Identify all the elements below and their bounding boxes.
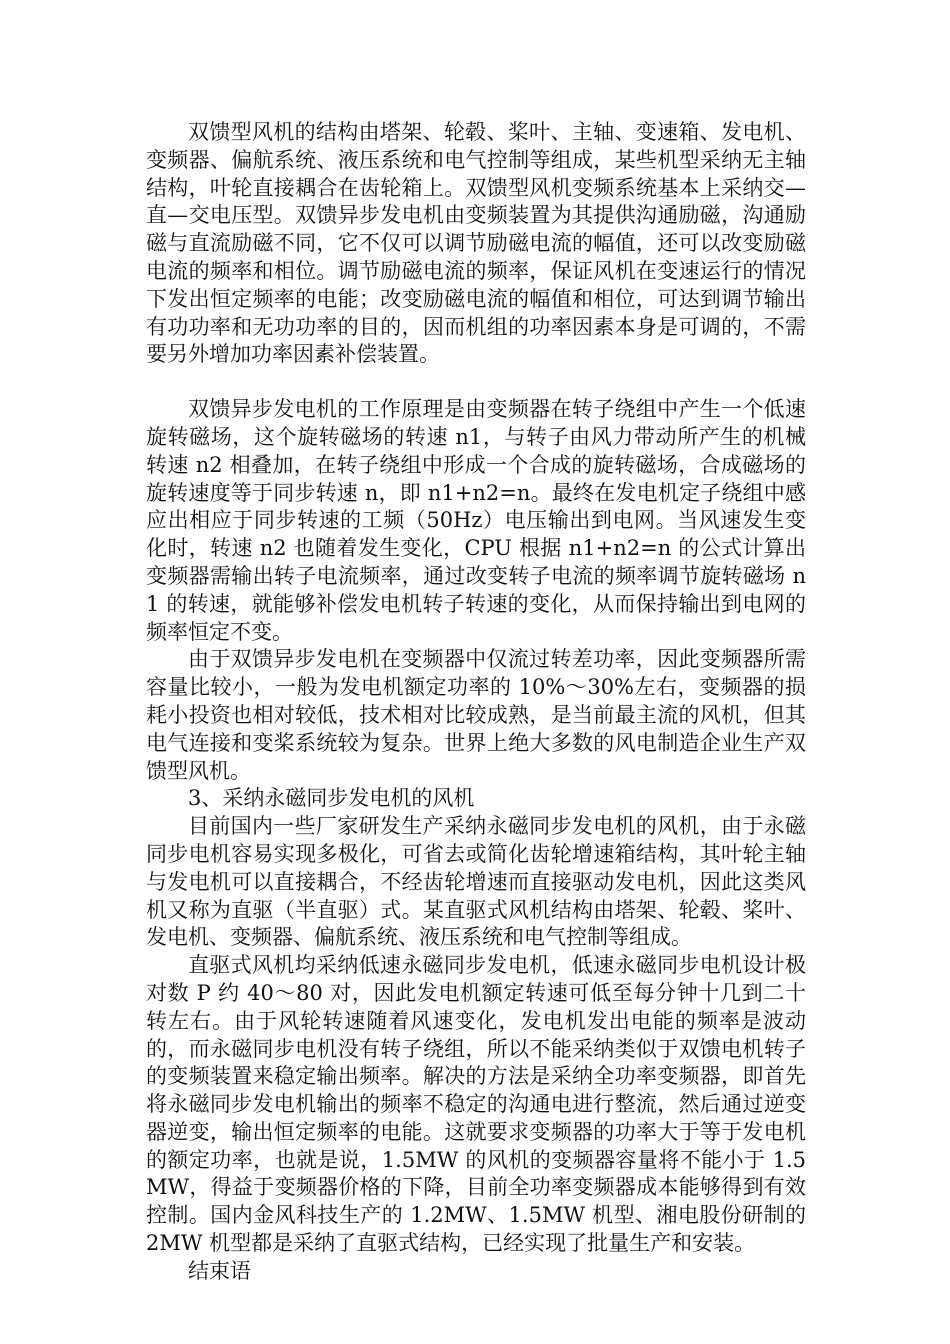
document-body — [146, 119, 806, 1286]
paragraph-direct-drive: 直驱式风机均采纳低速永磁同步发电机，低速永磁同步电机设计极对数 P 约 40～80 对，因此发电机额定转速可低至每分钟十几到二十转左右。由于风轮转速随着风速变化，发电机发出电能的频率是波动的，而永磁同步电机没有转子绕组，所以不能采纳类似于双馈电机转子的变频装置来稳定输出频率。解决的方法是采纳全功率变频器，即首先将永磁同步发电机输出的频率不稳定的沟通电进行整流，然后通过逆变器逆变，输出恒定频率的电能。这就要求变频器的功率大于等于发电机的额定功率，也就是说，1.5MW 的风机的变频器容量将不能小于 1.5MW，得益于变频器价格的下降，目前全功率变频器成本能够得到有效控制。国内金风科技生产的 1.2MW、1.5MW 机型、湘电股份研制的 2MW 机型都是采纳了直驱式结构，已经实现了批量生产和安装。 — [146, 953, 806, 1256]
paragraph-doubly-fed-structure: 双馈型风机的结构由塔架、轮毂、桨叶、主轴、变速箱、发电机、变频器、偏航系统、液压系统和电气控制等组成，某些机型采纳无主轴结构，叶轮直接耦合在齿轮箱上。双馈型风机变频系统基本上采纳交—直—交电压型。双馈异步发电机由变频装置为其提供沟通励磁，沟通励磁与直流励磁不同，它不仅可以调节励磁电流的幅值，还可以改变励磁电流的频率和相位。调节励磁电流的频率，保证风机在变速运行的情况下发出恒定频率的电能；改变励磁电流的幅值和相位，可达到调节输出有功功率和无功功率的目的，因而机组的功率因素本身是可调的，不需要另外增加功率因素补偿装置。 — [146, 120, 806, 367]
section-heading-pmsg: 3、采纳永磁同步发电机的风机 — [188, 786, 475, 811]
section-heading-conclusion: 结束语 — [188, 1258, 251, 1283]
paragraph-doubly-fed-capacity: 由于双馈异步发电机在变频器中仅流过转差功率，因此变频器所需容量比较小，一般为发电机额定功率的 10%～30%左右，变频器的损耗小投资也相对较低，技术相对比较成熟，是当前最主流的风机，但其电气连接和变桨系统较为复杂。世界上绝大多数的风电制造企业生产双馈型风机。 — [146, 647, 806, 783]
paragraph-doubly-fed-principle: 双馈异步发电机的工作原理是由变频器在转子绕组中产生一个低速旋转磁场，这个旋转磁场的转速 n1，与转子由风力带动所产生的机械转速 n2 相叠加，在转子绕组中形成一个合成的旋转磁场，合成磁场的旋转速度等于同步转速 n，即 n1+n2=n。最终在发电机定子绕组中感应出相应于同步转速的工频（50Hz）电压输出到电网。当风速发生变化时，转速 n2 也随着发生变化，CPU 根据 n1+n2=n 的公式计算出变频器需输出转子电流频率，通过改变转子电流的频率调节旋转磁场 n1 的转速，就能够补偿发电机转子转速的变化，从而保持输出到电网的频率恒定不变。 — [146, 397, 806, 644]
paragraph-pmsg-intro: 目前国内一些厂家研发生产采纳永磁同步发电机的风机，由于永磁同步电机容易实现多极化，可省去或简化齿轮增速箱结构，其叶轮主轴与发电机可以直接耦合，不经齿轮增速而直接驱动发电机，因此这类风机又称为直驱（半直驱）式。某直驱式风机结构由塔架、轮毂、桨叶、发电机、变频器、偏航系统、液压系统和电气控制等组成。 — [146, 814, 806, 950]
